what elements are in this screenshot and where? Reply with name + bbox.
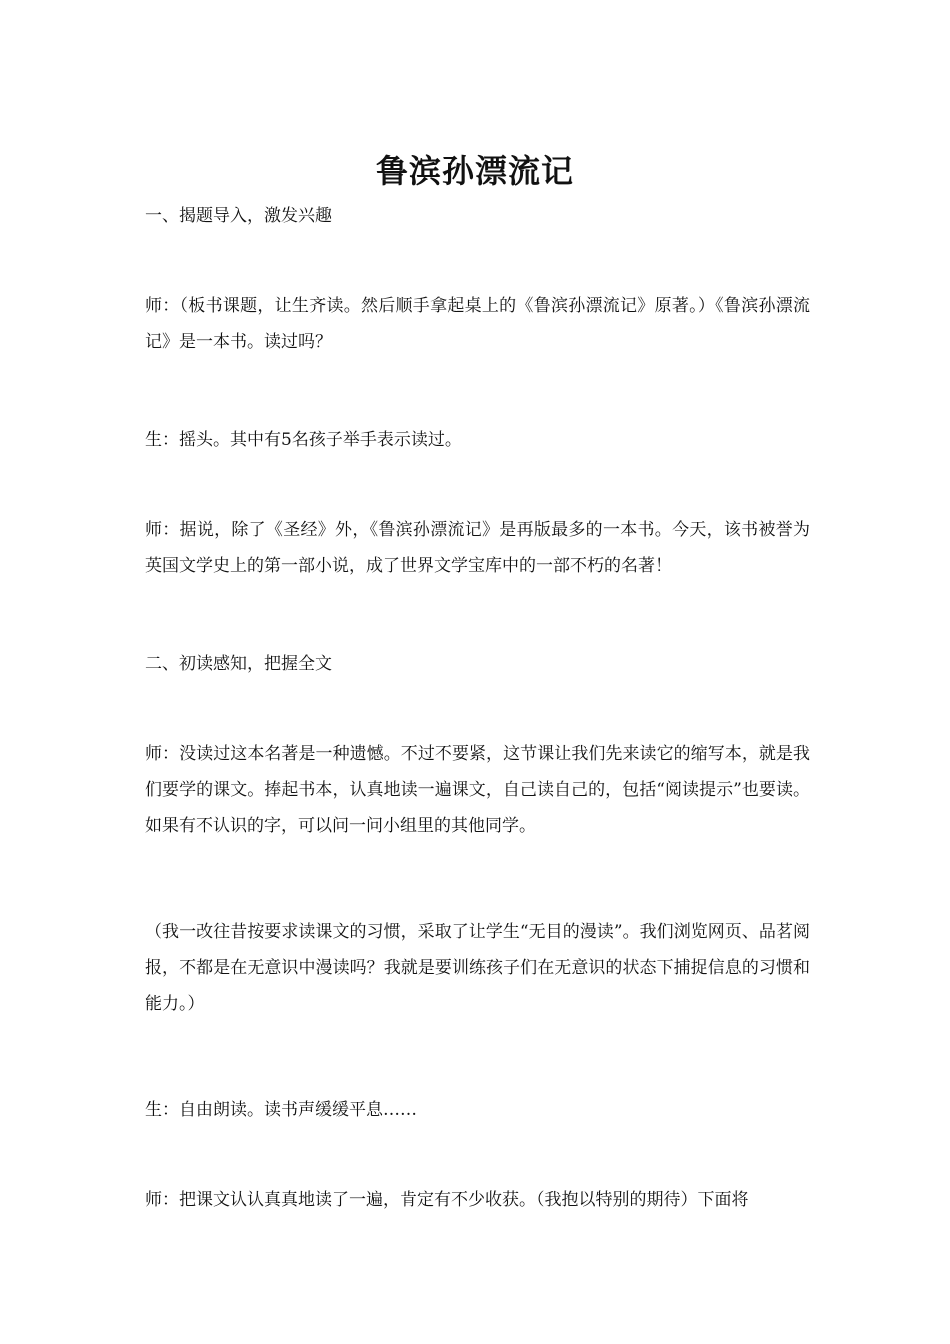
- paragraph: 师：（板书课题，让生齐读。然后顺手拿起桌上的《鲁滨孙漂流记》原著。）《鲁滨孙漂流记》是一本书。读过吗？: [145, 296, 810, 352]
- document-title: 鲁滨孙漂流记: [375, 152, 574, 191]
- paragraph: （我一改往昔按要求读课文的习惯，采取了让学生“无目的漫读”。我们浏览网页、品茗阅报，不都是在无意识中漫读吗？我就是要训练孩子们在无意识的状态下捕捉信息的习惯和能力。）: [145, 922, 810, 1014]
- paragraph: 师：据说，除了《圣经》外，《鲁滨孙漂流记》是再版最多的一本书。今天，该书被誉为英国文学史上的第一部小说，成了世界文学宝库中的一部不朽的名著！: [145, 520, 810, 576]
- paragraph: 生：摇头。其中有5名孩子举手表示读过。: [145, 430, 462, 450]
- paragraph: 师：没读过这本名著是一种遗憾。不过不要紧，这节课让我们先来读它的缩写本，就是我们要学的课文。捧起书本，认真地读一遍课文，自己读自己的，包括“阅读提示”也要读。如果有不认识的字，可以问一问小组里的其他同学。: [145, 744, 810, 836]
- paragraph: 生：自由朗读。读书声缓缓平息……: [145, 1100, 417, 1120]
- paragraph: 师：把课文认认真真地读了一遍，肯定有不少收获。（我抱以特别的期待）下面将: [145, 1190, 749, 1210]
- section-heading-1: 一、揭题导入，激发兴趣: [145, 206, 332, 226]
- section-heading-2: 二、初读感知，把握全文: [145, 654, 332, 674]
